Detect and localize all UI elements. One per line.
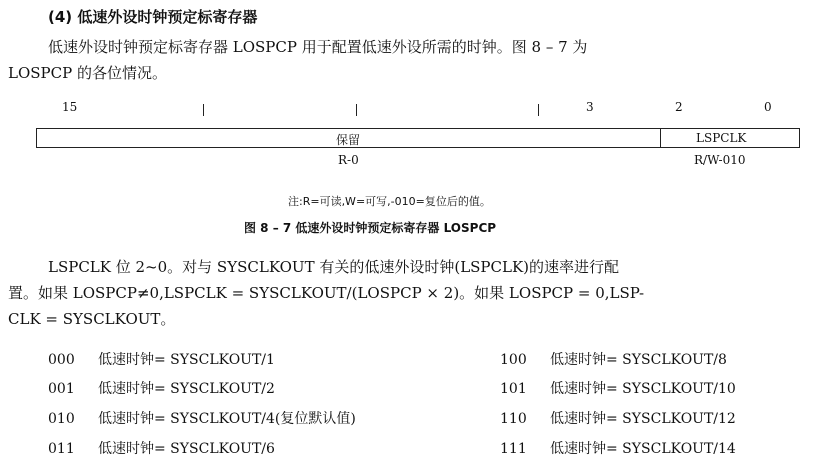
field-reserved-access: R-0 [338,153,359,167]
bit-label-15: 15 [62,100,78,114]
field-lspclk-access: R/W-010 [694,153,746,167]
option-text: 低速时钟= SYSCLKOUT/14 [550,441,736,457]
section-heading: (4) 低速外设时钟预定标寄存器 [48,8,258,26]
intro-line-2: LOSPCP 的各位情况。 [8,64,167,82]
list-item [500,349,727,369]
option-text: 低速时钟= SYSCLKOUT/12 [550,411,736,427]
bit-label-2: 2 [675,100,683,114]
list-item [48,349,275,369]
bit-tick [356,104,357,116]
bit-tick [538,104,539,116]
list-item [500,378,736,398]
field-reserved-label: 保留 [336,133,361,147]
option-code: 001 [48,381,75,397]
description-line-2: 置。如果 LOSPCP≠0,LSPCLK = SYSCLKOUT/(LOSPCP × 2)。如果 LOSPCP = 0,LSP- [8,284,645,302]
description-line-1: LSPCLK 位 2~0。对与 SYSCLKOUT 有关的低速外设时钟(LSPCLK)的速率进行配 [48,258,620,276]
list-item [48,408,356,428]
figure-caption: 图 8 – 7 低速外设时钟预定标寄存器 LOSPCP [244,221,497,235]
option-text: 低速时钟= SYSCLKOUT/10 [550,381,736,397]
list-item [48,438,275,458]
option-text: 低速时钟= SYSCLKOUT/6 [98,441,275,457]
option-code: 000 [48,352,75,368]
option-text: 低速时钟= SYSCLKOUT/1 [98,352,275,368]
register-box [36,128,800,148]
description-line-3: CLK = SYSCLKOUT。 [8,310,176,328]
option-code: 111 [500,441,527,457]
lspclk-description [8,254,816,332]
option-code: 110 [500,411,527,427]
bit-tick [203,104,204,116]
field-lspclk-label: LSPCLK [696,131,747,145]
option-text: 低速时钟= SYSCLKOUT/2 [98,381,275,397]
option-code: 101 [500,381,527,397]
option-code: 010 [48,411,75,427]
option-text: 低速时钟= SYSCLKOUT/4(复位默认值) [98,411,356,427]
option-text: 低速时钟= SYSCLKOUT/8 [550,352,727,368]
option-code: 011 [48,441,75,457]
option-code: 100 [500,352,527,368]
list-item [48,378,275,398]
list-item [500,408,736,428]
register-note: 注:R=可读,W=可写,-010=复位后的值。 [288,195,491,208]
intro-line-1: 低速外设时钟预定标寄存器 LOSPCP 用于配置低速外设所需的时钟。图 8 – 7 为 [48,38,588,56]
list-item [500,438,736,458]
bit-label-3: 3 [586,100,594,114]
register-divider [660,128,661,148]
bit-label-0: 0 [764,100,772,114]
